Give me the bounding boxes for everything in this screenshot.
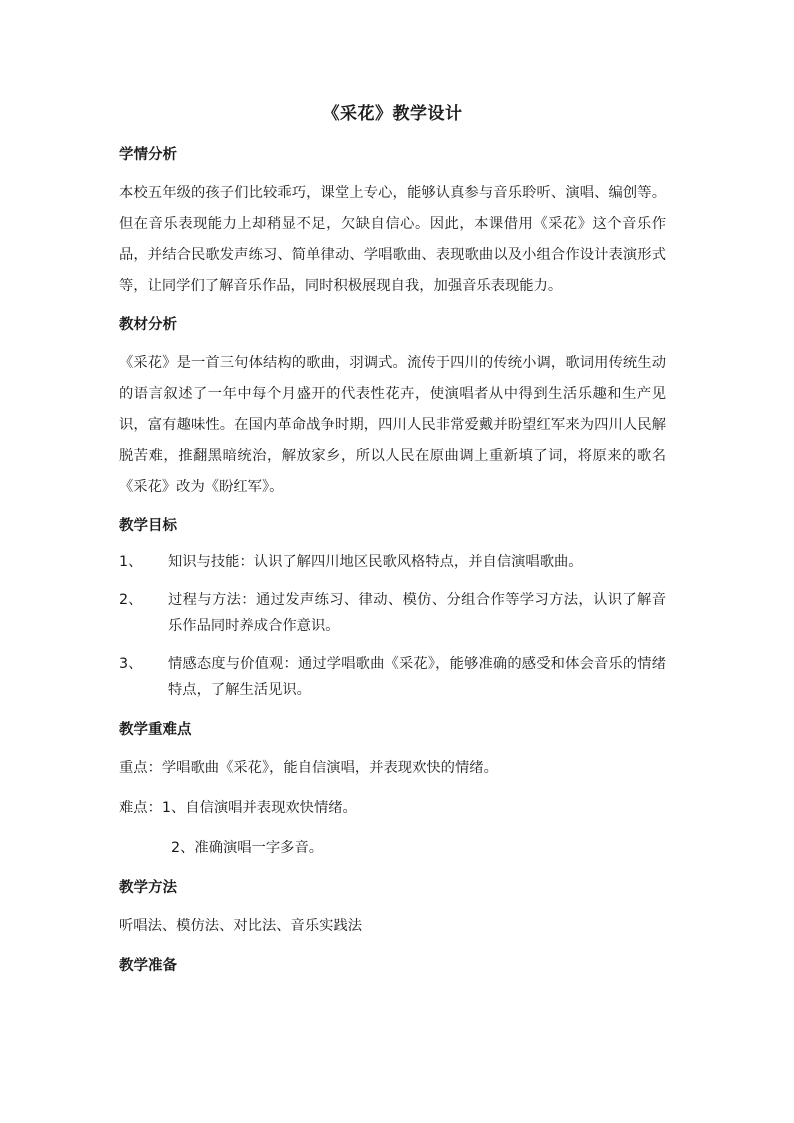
learner-analysis-paragraph: 本校五年级的孩子们比较乖巧，课堂上专心，能够认真参与音乐聆听、演唱、编创等。但在音乐表现能力上却稍显不足，欠缺自信心。因此，本课借用《采花》这个音乐作品，并结合民歌发声练习、简单律动、学唱歌曲、表现歌曲以及小组合作设计表演形式等，让同学们了解音乐作品，同时积极展现自我，加强音乐表现能力。 (119, 185, 666, 294)
goal-item (119, 651, 666, 703)
goal-item (119, 549, 666, 575)
difficulty-line-2: 2、准确演唱一字多音。 (171, 840, 324, 856)
goal-text: 过程与方法：通过发声练习、律动、模仿、分组合作等学习方法，认识了解音乐作品同时养成合作意识。 (168, 592, 666, 634)
key-point-line: 重点：学唱歌曲《采花》，能自信演唱，并表现欢快的情绪。 (119, 760, 498, 776)
goal-number: 1、 (119, 554, 143, 570)
section-heading-learner-analysis: 学情分析 (119, 147, 177, 163)
goal-text: 情感态度与价值观：通过学唱歌曲《采花》，能够准确的感受和体会音乐的情绪特点，了解生活见识。 (168, 656, 666, 698)
goal-number: 2、 (119, 592, 143, 608)
material-analysis-paragraph: 《采花》是一首三句体结构的歌曲，羽调式。流传于四川的传统小调，歌词用传统生动的语言叙述了一年中每个月盛开的代表性花卉，使演唱者从中得到生活乐趣和生产见识，富有趣味性。在国内革命战争时期，四川人民非常爱戴并盼望红军来为四川人民解脱苦难，推翻黑暗统治，解放家乡，所以人民在原曲调上重新填了词，将原来的歌名《采花》改为《盼红军》。 (119, 355, 666, 495)
teaching-methods-line: 听唱法、模仿法、对比法、音乐实践法 (119, 918, 363, 934)
difficulty-line-1: 难点：1、自信演唱并表现欢快情绪。 (119, 800, 357, 816)
goal-item (119, 587, 666, 639)
section-heading-teaching-methods: 教学方法 (119, 880, 177, 896)
document-title: 《采花》教学设计 (322, 104, 463, 124)
goal-text: 知识与技能：认识了解四川地区民歌风格特点，并自信演唱歌曲。 (168, 554, 583, 570)
section-heading-teaching-goals: 教学目标 (119, 518, 177, 534)
section-heading-key-points: 教学重难点 (119, 722, 192, 738)
section-heading-material-analysis: 教材分析 (119, 317, 177, 333)
goal-number: 3、 (119, 656, 143, 672)
section-heading-teaching-preparation: 教学准备 (119, 958, 177, 974)
